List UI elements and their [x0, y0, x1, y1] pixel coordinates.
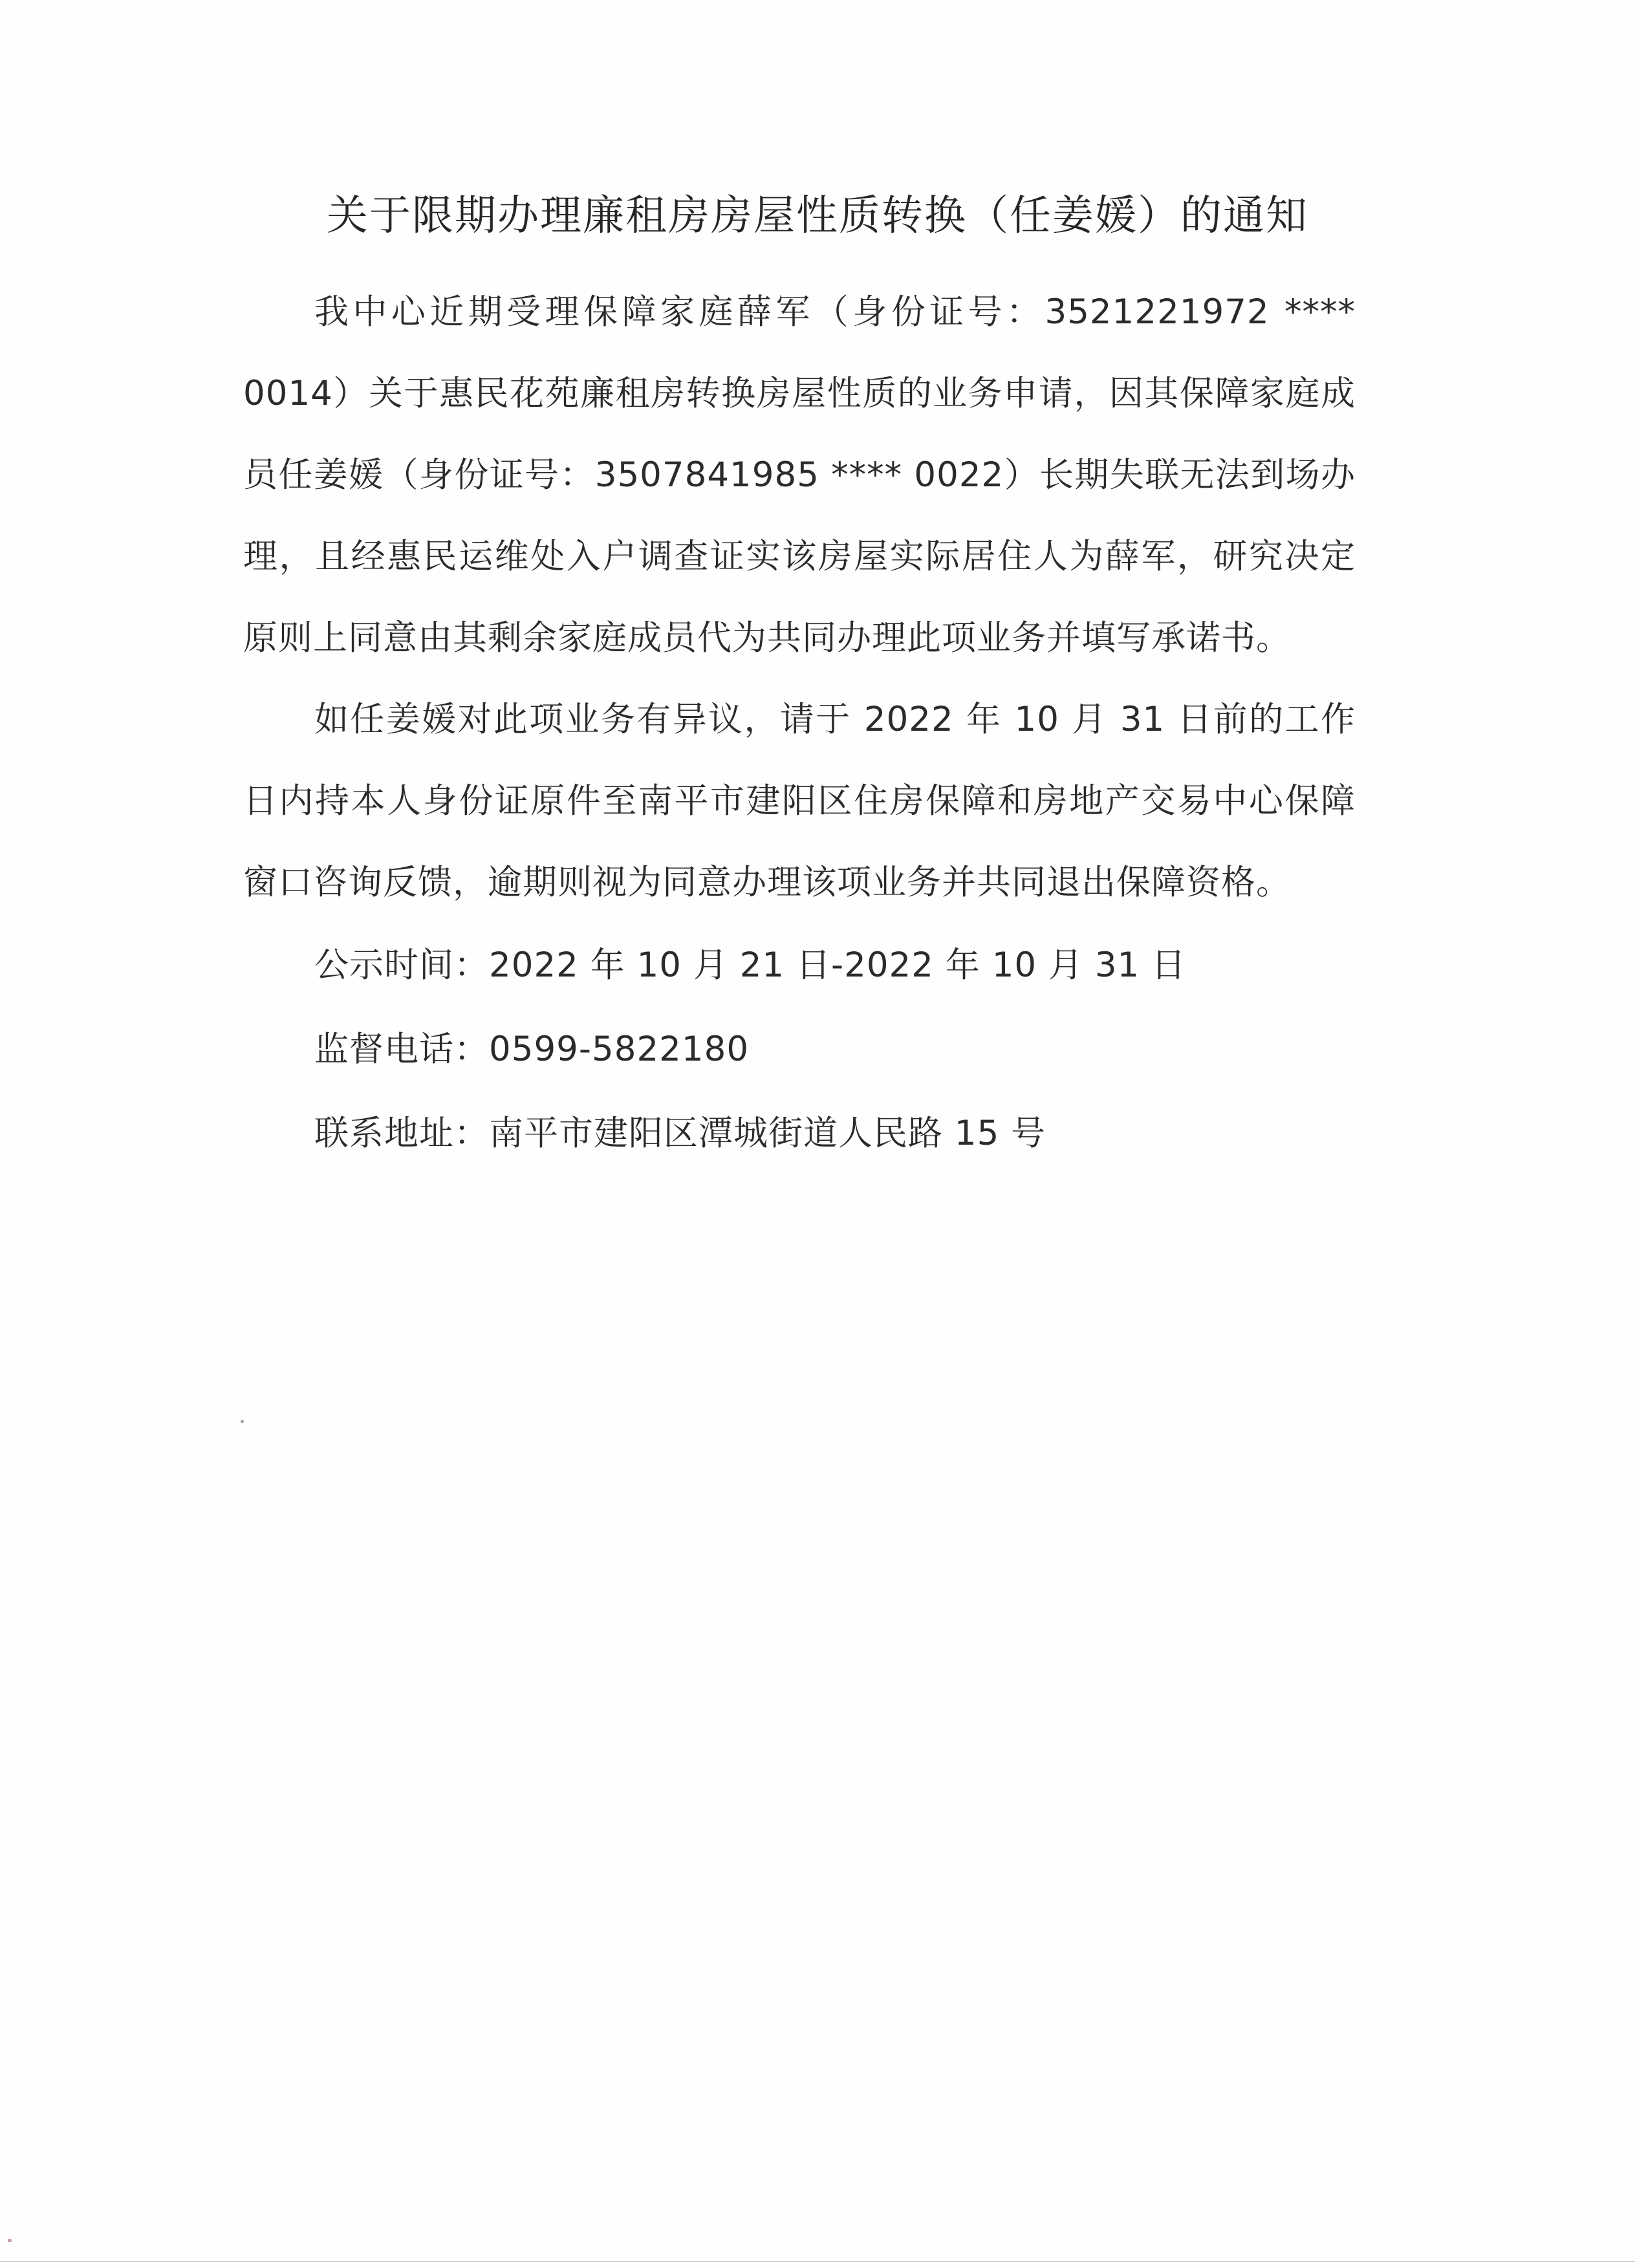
contact-address-value: 南平市建阳区潭城街道人民路 15 号: [489, 1114, 1046, 1153]
notice-paragraph-1: 我中心近期受理保障家庭薛军（身份证号：3521221972 **** 0014）关于惠民花苑廉租房转换房屋性质的业务申请，因其保障家庭成员任姜媛（身份证号：3507841985 **** 0022）长期失联无法到场办理，且经惠民运维处入户调查证实该房屋实际居住人为薛军，研究决定原则上同意由其剩余家庭成员代为共同办理此项业务并填写承诺书。: [243, 292, 1356, 658]
supervision-phone-label: 监督电话：: [314, 1030, 489, 1069]
supervision-phone-value: 0599-5822180: [489, 1030, 750, 1069]
scan-speck: [8, 2239, 12, 2242]
notice-paragraph-2: 如任姜媛对此项业务有异议，请于 2022 年 10 月 31 日前的工作日内持本人身份证原件至南平市建阳区住房保障和房地产交易中心保障窗口咨询反馈，逾期则视为同意办理该项业务并共同退出保障资格。: [243, 700, 1356, 902]
scan-speck: [241, 1420, 244, 1423]
supervision-phone: [243, 1008, 1356, 1092]
contact-address: [243, 1092, 1356, 1176]
scan-edge-line: [0, 2261, 1635, 2262]
publicity-period-value: 2022 年 10 月 21 日-2022 年 10 月 31 日: [489, 945, 1187, 985]
notice-title: 关于限期办理廉租房房屋性质转换（任姜媛）的通知: [327, 192, 1308, 240]
contact-address-label: 联系地址：: [314, 1114, 489, 1153]
publicity-period-label: 公示时间：: [314, 945, 489, 985]
publicity-period: [243, 923, 1356, 1008]
notice-body: [243, 272, 1356, 1176]
